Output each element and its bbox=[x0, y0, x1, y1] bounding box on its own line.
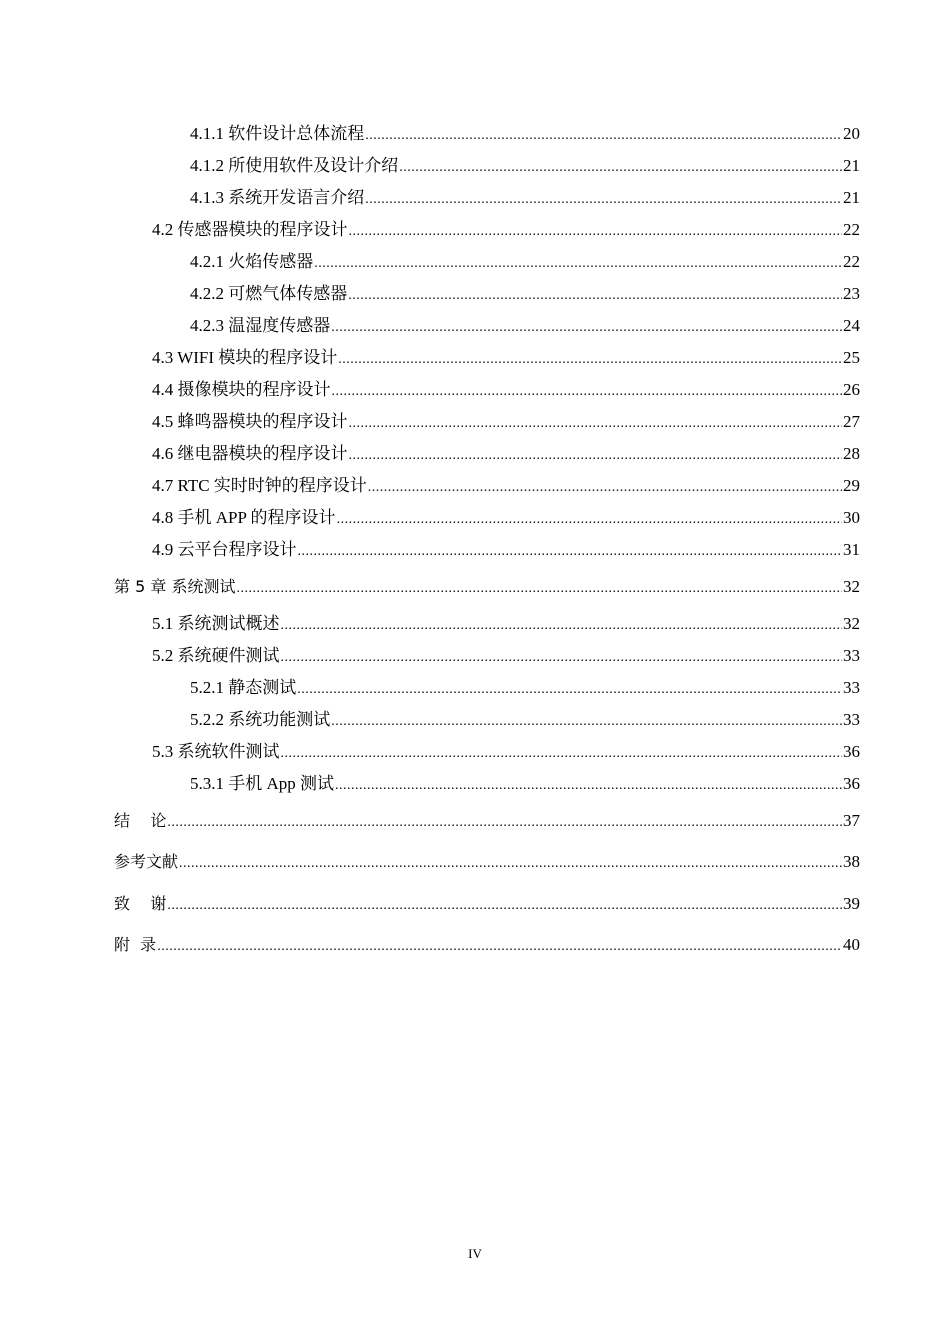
toc-entry-page: 21 bbox=[843, 188, 860, 207]
toc-entry-title: 4.2 传感器模块的程序设计 bbox=[152, 220, 348, 239]
toc-entry[interactable] bbox=[114, 768, 860, 800]
toc-entry-title: 4.6 继电器模块的程序设计 bbox=[152, 444, 348, 463]
dot-leader bbox=[281, 610, 843, 642]
toc-entry[interactable] bbox=[114, 406, 860, 438]
toc-entry-page: 21 bbox=[843, 156, 860, 175]
toc-entry-title: 5.3.1 手机 App 测试 bbox=[190, 773, 335, 793]
toc-entry-page: 23 bbox=[843, 284, 860, 303]
dot-leader bbox=[331, 312, 842, 344]
dot-leader bbox=[298, 536, 843, 568]
toc-entry-title: 5.3 系统软件测试 bbox=[152, 741, 280, 761]
toc-entry[interactable] bbox=[114, 534, 860, 566]
toc-entry[interactable] bbox=[114, 182, 860, 214]
toc-entry-page: 24 bbox=[843, 316, 860, 335]
toc-entry[interactable] bbox=[114, 608, 860, 640]
toc-entry-title: 附 录 bbox=[114, 935, 157, 954]
toc-entry-title: 4.9 云平台程序设计 bbox=[152, 540, 297, 559]
dot-leader bbox=[179, 843, 842, 885]
toc-entry[interactable] bbox=[114, 310, 860, 342]
toc-entry[interactable] bbox=[114, 672, 860, 704]
dot-leader bbox=[332, 376, 843, 408]
dot-leader bbox=[368, 472, 842, 504]
toc-entry-page: 27 bbox=[843, 412, 860, 431]
toc-entry-page: 30 bbox=[843, 508, 860, 527]
toc-entry[interactable] bbox=[114, 374, 860, 406]
toc-entry-title: 4.7 RTC 实时时钟的程序设计 bbox=[152, 476, 367, 495]
toc-entry-page: 38 bbox=[843, 852, 860, 871]
dot-leader bbox=[349, 440, 843, 472]
toc-entry[interactable] bbox=[114, 438, 860, 470]
toc-entry-page: 37 bbox=[843, 810, 860, 830]
toc-entry-page: 25 bbox=[843, 348, 860, 367]
toc-entry[interactable] bbox=[114, 118, 860, 150]
toc-entry-title: 5.2.1 静态测试 bbox=[190, 677, 297, 697]
toc-entry-title: 4.2.1 火焰传感器 bbox=[190, 252, 314, 271]
dot-leader bbox=[167, 802, 842, 844]
dot-leader bbox=[331, 706, 842, 738]
toc-entry-title: 5.2.2 系统功能测试 bbox=[190, 709, 331, 729]
toc-entry-title: 5.2 系统硬件测试 bbox=[152, 645, 280, 665]
toc-entry-title: 致 谢 bbox=[114, 893, 167, 913]
dot-leader bbox=[348, 280, 842, 312]
page-number: IV bbox=[468, 1246, 482, 1261]
toc-entry-page: 39 bbox=[843, 893, 860, 913]
toc-entry-page: 36 bbox=[843, 741, 860, 761]
dot-leader bbox=[365, 120, 842, 152]
toc-entry[interactable] bbox=[114, 736, 860, 768]
toc-entry-page: 31 bbox=[843, 540, 860, 559]
table-of-contents bbox=[114, 118, 860, 966]
toc-entry-title: 4.2.2 可燃气体传感器 bbox=[190, 284, 348, 303]
toc-entry-page: 36 bbox=[843, 773, 860, 793]
toc-entry-page: 20 bbox=[843, 124, 860, 143]
toc-entry[interactable] bbox=[114, 470, 860, 502]
toc-entry-page: 29 bbox=[843, 476, 860, 495]
toc-entry-title: 4.3 WIFI 模块的程序设计 bbox=[152, 348, 338, 367]
dot-leader bbox=[167, 885, 842, 927]
toc-entry[interactable] bbox=[114, 566, 860, 608]
toc-entry[interactable] bbox=[114, 342, 860, 374]
toc-entry[interactable] bbox=[114, 800, 860, 842]
dot-leader bbox=[335, 770, 842, 802]
toc-entry-page: 40 bbox=[843, 935, 860, 954]
toc-entry-title: 4.1.3 系统开发语言介绍 bbox=[190, 188, 365, 207]
toc-entry-title: 5.1 系统测试概述 bbox=[152, 613, 280, 633]
dot-leader bbox=[157, 926, 842, 968]
toc-entry-page: 32 bbox=[843, 613, 860, 633]
toc-entry-title: 4.1.2 所使用软件及设计介绍 bbox=[190, 156, 399, 175]
toc-entry[interactable] bbox=[114, 704, 860, 736]
toc-entry-title: 4.8 手机 APP 的程序设计 bbox=[152, 508, 336, 527]
toc-entry-page: 33 bbox=[843, 709, 860, 729]
toc-entry[interactable] bbox=[114, 502, 860, 534]
toc-entry[interactable] bbox=[114, 214, 860, 246]
toc-entry-page: 33 bbox=[843, 645, 860, 665]
toc-entry-title: 4.5 蜂鸣器模块的程序设计 bbox=[152, 412, 348, 431]
toc-entry-page: 22 bbox=[843, 252, 860, 271]
dot-leader bbox=[338, 344, 842, 376]
dot-leader bbox=[281, 642, 843, 674]
toc-entry-page: 28 bbox=[843, 444, 860, 463]
toc-entry-title: 4.1.1 软件设计总体流程 bbox=[190, 124, 365, 143]
toc-entry[interactable] bbox=[114, 924, 860, 966]
toc-entry-page: 26 bbox=[843, 380, 860, 399]
dot-leader bbox=[399, 152, 842, 184]
toc-entry-title: 4.4 摄像模块的程序设计 bbox=[152, 380, 331, 399]
dot-leader bbox=[349, 408, 843, 440]
toc-entry-page: 32 bbox=[843, 577, 860, 596]
dot-leader bbox=[337, 504, 842, 536]
toc-entry[interactable] bbox=[114, 246, 860, 278]
dot-leader bbox=[349, 216, 843, 248]
toc-entry-title: 第 5 章 系统测试 bbox=[114, 577, 236, 596]
dot-leader bbox=[365, 184, 842, 216]
toc-entry[interactable] bbox=[114, 841, 860, 883]
dot-leader bbox=[297, 674, 842, 706]
dot-leader bbox=[314, 248, 842, 280]
toc-entry-title: 参考文献 bbox=[114, 852, 179, 871]
toc-entry-title: 结 论 bbox=[114, 810, 167, 830]
toc-entry[interactable] bbox=[114, 278, 860, 310]
toc-entry-page: 22 bbox=[843, 220, 860, 239]
dot-leader bbox=[281, 738, 843, 770]
toc-entry-title: 4.2.3 温湿度传感器 bbox=[190, 316, 331, 335]
dot-leader bbox=[236, 568, 842, 610]
toc-entry[interactable] bbox=[114, 150, 860, 182]
toc-entry[interactable] bbox=[114, 640, 860, 672]
toc-entry-page: 33 bbox=[843, 677, 860, 697]
toc-entry[interactable] bbox=[114, 883, 860, 925]
